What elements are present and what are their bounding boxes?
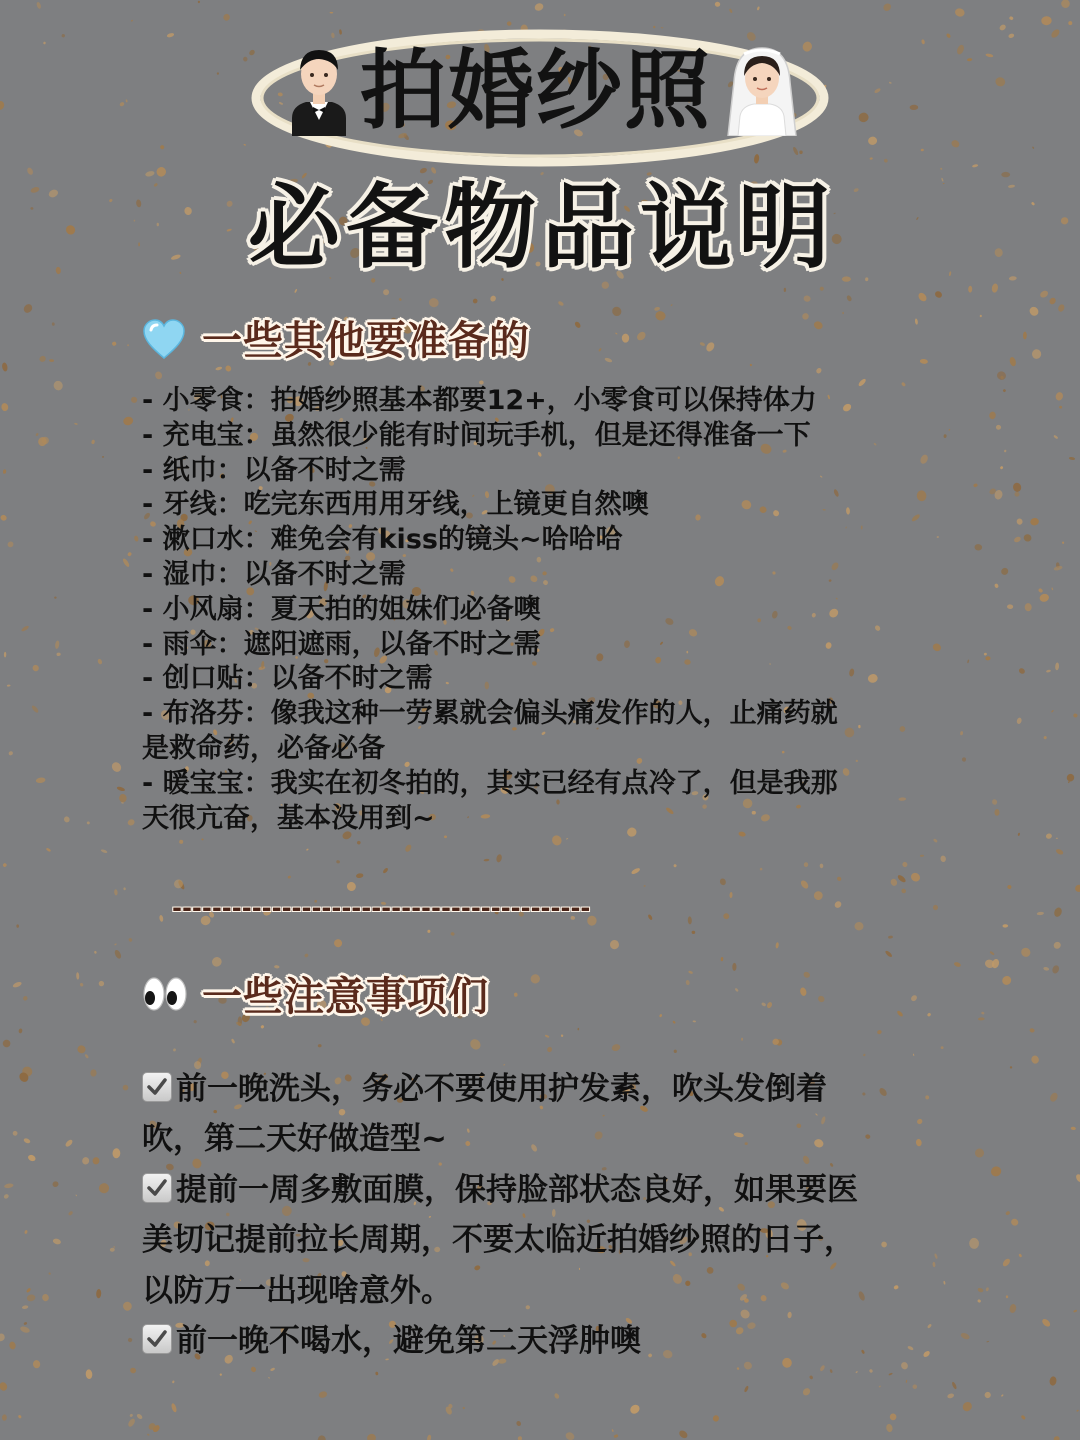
- list-item-continuation: 是救命药，必备必备: [142, 732, 385, 764]
- note-text: 以防万一出现啥意外。: [142, 1272, 452, 1309]
- note-text: 前一晚不喝水，避免第二天浮肿噢: [176, 1323, 641, 1360]
- list-item-continuation: 天很亢奋，基本没用到~: [142, 802, 435, 834]
- supplies-list: [142, 384, 922, 836]
- eyes-icon: [142, 976, 188, 1012]
- man-in-tuxedo-icon: [286, 44, 352, 136]
- light-blue-heart-icon: [142, 318, 186, 360]
- list-item: - 布洛芬：像我这种一劳累就会偏头痛发作的人，止痛药就: [142, 698, 838, 730]
- list-item: - 湿巾：以备不时之需: [142, 558, 406, 590]
- note-item: [142, 1165, 922, 1316]
- check-box-icon: [142, 1324, 172, 1354]
- notes-list: [142, 1064, 922, 1366]
- section-heading-supplies: 一些其他要准备的: [202, 318, 530, 364]
- note-item: [142, 1316, 922, 1366]
- list-item: - 雨伞：遮阳遮雨，以备不时之需: [142, 628, 541, 660]
- section-divider: ------------------------------------------: [172, 898, 591, 918]
- check-box-icon: [142, 1173, 172, 1203]
- list-item: - 牙线：吃完东西用用牙线，上镜更自然噢: [142, 489, 649, 521]
- note-text: 前一晚洗头，务必不要使用护发素，吹头发倒着: [176, 1071, 827, 1107]
- note-item: [142, 1064, 922, 1165]
- note-text: 提前一周多敷面膜，保持脸部状态良好，如果要医: [176, 1171, 858, 1208]
- check-box-icon: [142, 1072, 172, 1102]
- list-item: - 纸巾：以备不时之需: [142, 454, 406, 486]
- note-text: 美切记提前拉长周期，不要太临近拍婚纱照的日子，: [142, 1222, 855, 1259]
- page-title-line1: 拍婚纱照: [360, 41, 712, 141]
- list-item: - 小风扇：夏天拍的姐妹们必备噢: [142, 593, 541, 625]
- note-text: 吹，第二天好做造型~: [142, 1121, 447, 1158]
- list-item: - 充电宝：虽然很少能有时间玩手机，但是还得准备一下: [142, 419, 811, 451]
- page-title-line2: 必备物品说明: [247, 174, 836, 281]
- section-heading-notes: 一些注意事项们: [202, 974, 489, 1020]
- list-item: - 暖宝宝：我实在初冬拍的，其实已经有点冷了，但是我那: [142, 767, 838, 799]
- bride-with-veil-icon: [724, 42, 800, 136]
- list-item: - 漱口水：难免会有kiss的镜头~哈哈哈: [142, 524, 623, 556]
- list-item: - 小零食：拍婚纱照基本都要12+，小零食可以保持体力: [142, 385, 817, 416]
- list-item: - 创口贴：以备不时之需: [142, 663, 433, 695]
